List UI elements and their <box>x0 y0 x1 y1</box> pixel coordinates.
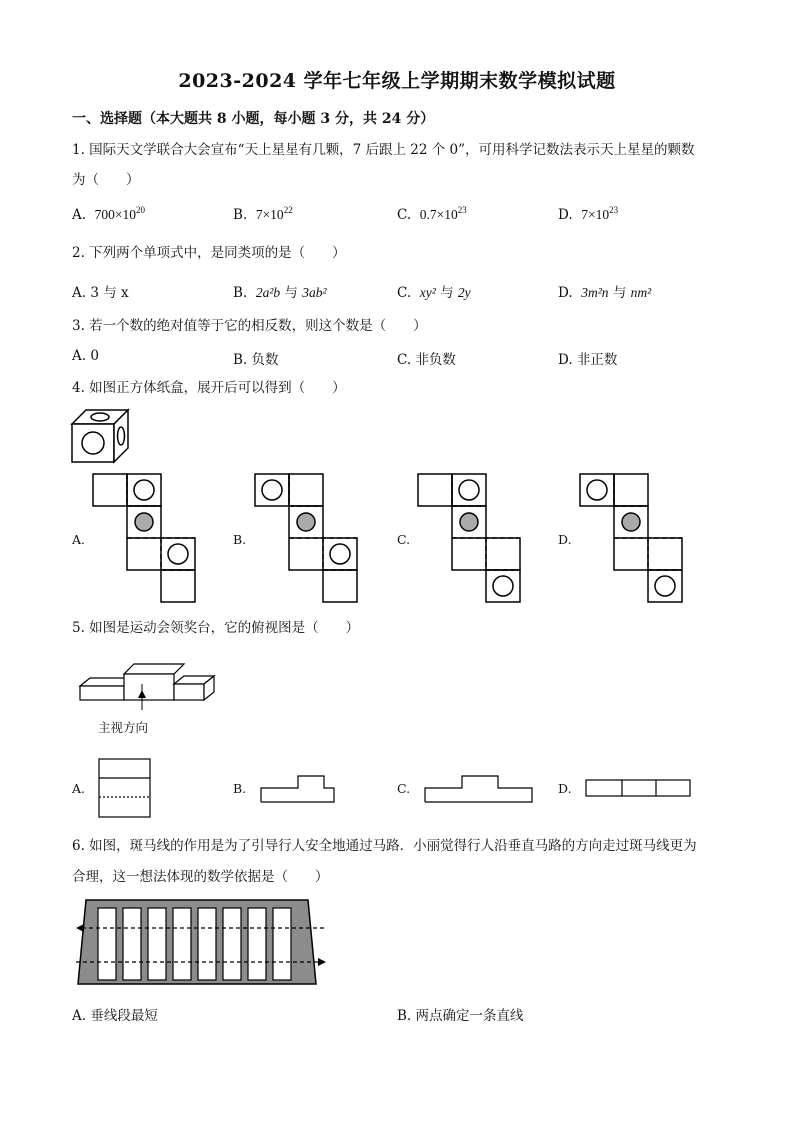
q1-option-c-exp: 23 <box>457 205 467 215</box>
q2-stem: 2. 下列两个单项式中，是同类项的是（ ） <box>72 245 346 261</box>
q2-option-c-letter: C. <box>397 285 412 301</box>
q1-option-b-letter: B. <box>233 207 248 223</box>
q4-option-d-label[interactable]: D. <box>558 532 572 547</box>
q2-option-d-with: 与 <box>612 285 627 301</box>
q4-option-b-label[interactable]: B. <box>233 532 247 547</box>
q2-option-c-expr1: xy² <box>419 285 436 300</box>
q6-option-b[interactable]: B. 两点确定一条直线 <box>397 1008 524 1024</box>
q2-option-d-letter: D. <box>558 285 573 301</box>
q1-option-a-exp: 20 <box>136 205 146 215</box>
q5-option-b-label[interactable]: B. <box>233 781 247 796</box>
q1-stem-line2: 为（ ） <box>72 172 140 188</box>
q1-stem-line1: 1. 国际天文学联合大会宣布“天上星星有几颗，7 后跟上 22 个 0”，可用科学记数法表示天上星星的颗数 <box>72 142 695 158</box>
q4-option-c-label[interactable]: C. <box>397 532 411 547</box>
q3-stem: 3. 若一个数的绝对值等于它的相反数，则这个数是（ ） <box>72 318 427 334</box>
q5-option-a-label[interactable]: A. <box>72 781 86 796</box>
q2-option-b-with: 与 <box>284 285 298 301</box>
q2-option-d-expr2: nm² <box>630 285 652 300</box>
q2-option-c-with: 与 <box>440 285 454 301</box>
q4-option-a-label[interactable]: A. <box>72 532 86 547</box>
q2-option-d[interactable] <box>558 281 651 301</box>
zebra-crossing-figure <box>74 898 330 990</box>
podium-figure <box>78 658 218 710</box>
q1-option-d[interactable] <box>558 207 618 223</box>
q1-option-c-times: ×10 <box>436 207 458 222</box>
q3-option-d[interactable]: D. 非正数 <box>558 352 618 368</box>
q3-option-a[interactable]: A. 0 <box>72 348 99 364</box>
q5-view-d[interactable] <box>585 779 693 799</box>
q2-option-a[interactable]: A. 3 与 x <box>72 285 129 301</box>
page-title: 2023-2024 学年七年级上学期期末数学模拟试题 <box>178 70 616 92</box>
q5-view-a[interactable] <box>98 758 152 820</box>
q2-option-b-letter: B. <box>233 285 248 301</box>
q5-option-c-label[interactable]: C. <box>397 781 411 796</box>
q3-option-c[interactable]: C. 非负数 <box>397 352 456 368</box>
q3-option-b[interactable]: B. 负数 <box>233 352 279 368</box>
q1-option-a-times: ×10 <box>114 207 137 222</box>
q2-option-b[interactable] <box>233 281 327 301</box>
q1-option-a-coef: 700 <box>94 207 115 222</box>
q2-option-d-expr1: 3m²n <box>581 285 609 300</box>
q1-option-c-coef: 0.7 <box>419 207 437 222</box>
q5-stem: 5. 如图是运动会领奖台，它的俯视图是（ ） <box>72 620 360 636</box>
q4-stem: 4. 如图正方体纸盒，展开后可以得到（ ） <box>72 380 346 396</box>
cube-figure <box>70 408 130 464</box>
q4-net-c[interactable] <box>418 474 524 606</box>
q2-option-b-expr2: 3ab² <box>302 285 327 300</box>
q1-option-b-exp: 22 <box>283 205 293 215</box>
q1-option-a-letter: A. <box>72 207 87 223</box>
section-heading: 一、选择题（本大题共 8 小题，每小题 3 分，共 24 分） <box>72 111 435 127</box>
q5-view-b[interactable] <box>260 774 336 804</box>
q4-net-a[interactable] <box>93 474 199 606</box>
q2-option-c-expr2: 2y <box>457 285 471 300</box>
podium-caption: 主视方向 <box>98 720 149 735</box>
q1-option-d-coef: 7 <box>581 207 588 222</box>
q4-net-b[interactable] <box>255 474 361 606</box>
q6-option-a[interactable]: A. 垂线段最短 <box>72 1008 158 1024</box>
q1-option-d-times: ×10 <box>587 207 610 222</box>
q1-option-b-times: ×10 <box>262 207 284 222</box>
q6-stem-line2: 合理，这一想法体现的数学依据是（ ） <box>72 869 329 885</box>
q1-option-a[interactable] <box>72 207 145 223</box>
q2-option-c[interactable] <box>397 281 471 301</box>
q1-option-d-letter: D. <box>558 207 573 223</box>
q1-option-c-letter: C. <box>397 207 412 223</box>
q1-option-c[interactable] <box>397 207 467 223</box>
q1-option-d-exp: 23 <box>609 205 619 215</box>
q1-option-b-coef: 7 <box>255 207 263 222</box>
q1-option-b[interactable] <box>233 207 293 223</box>
q5-option-d-label[interactable]: D. <box>558 781 572 796</box>
q6-stem-line1: 6. 如图，斑马线的作用是为了引导行人安全地通过马路．小丽觉得行人沿垂直马路的方向走过斑马线更为 <box>72 838 697 854</box>
q5-view-c[interactable] <box>424 774 534 804</box>
q4-net-d[interactable] <box>580 474 686 606</box>
q2-option-b-expr1: 2a²b <box>255 285 281 300</box>
